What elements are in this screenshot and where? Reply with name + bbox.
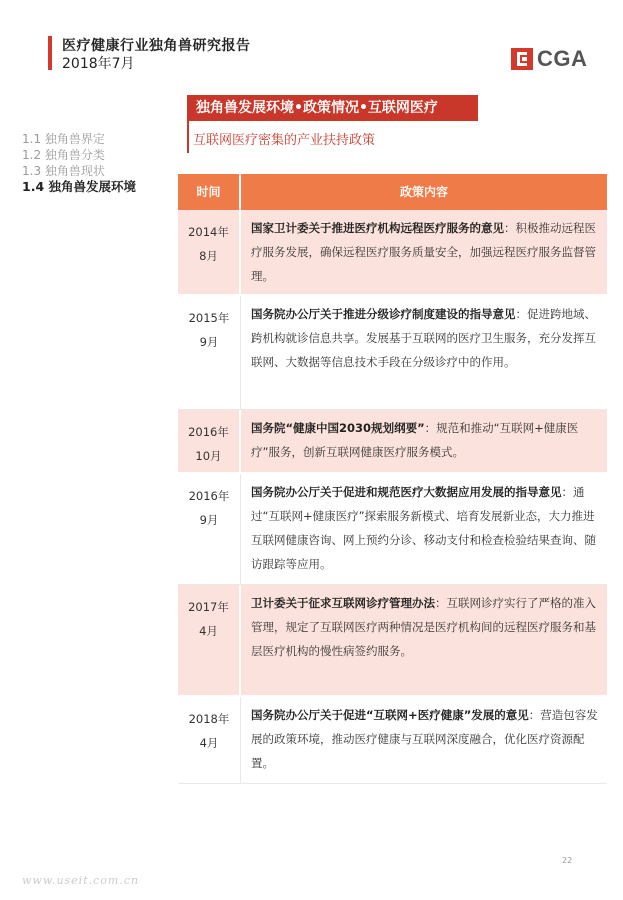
row-date xyxy=(178,697,241,783)
row-month: 9月 xyxy=(199,335,219,349)
row-date xyxy=(178,210,241,294)
row-date xyxy=(178,585,241,695)
policy-separator: ： xyxy=(504,221,516,235)
row-year: 2017年 xyxy=(188,600,229,614)
nav-item-1-4-active[interactable]: 1.4 独角兽发展环境 xyxy=(22,179,136,194)
column-header-policy: 政策内容 xyxy=(399,185,448,199)
row-policy xyxy=(241,210,607,294)
row-month: 4月 xyxy=(199,736,219,750)
row-month: 10月 xyxy=(195,449,222,463)
policy-body: 规范和推动“互联网+健康医疗”服务，创新互联网健康医疗服务模式。 xyxy=(251,421,579,459)
report-date: 2018年7月 xyxy=(62,56,135,72)
row-year: 2014年 xyxy=(188,225,229,239)
policy-title: 国家卫计委关于推进医疗机构远程医疗服务的意见 xyxy=(251,221,504,235)
nav-item-1-2[interactable]: 1.2 独角兽分类 xyxy=(22,148,105,162)
section-sub-accent-bar xyxy=(187,121,189,153)
cga-logo xyxy=(511,46,595,72)
row-policy xyxy=(241,410,607,472)
policy-separator: ： xyxy=(435,596,447,610)
page-number: 22 xyxy=(562,856,573,865)
row-date xyxy=(178,296,241,409)
row-year: 2015年 xyxy=(188,311,230,325)
row-policy xyxy=(241,296,607,409)
column-header-time: 时间 xyxy=(178,174,241,210)
table-row xyxy=(178,474,607,585)
table-row xyxy=(178,410,607,474)
policy-table xyxy=(178,174,607,784)
row-policy xyxy=(241,697,607,783)
table-header xyxy=(178,174,607,210)
row-date xyxy=(178,474,241,584)
row-month: 8月 xyxy=(199,249,218,263)
report-title: 医疗健康行业独角兽研究报告 xyxy=(62,38,251,54)
row-year: 2016年 xyxy=(188,489,230,503)
row-policy xyxy=(241,585,607,695)
row-month: 9月 xyxy=(199,513,219,527)
row-date xyxy=(178,410,241,472)
policy-title: 国务院办公厅关于促进“互联网+医疗健康”发展的意见 xyxy=(251,708,529,722)
policy-separator: ： xyxy=(515,307,527,321)
policy-title: 国务院“健康中国2030规划纲要” xyxy=(251,421,425,435)
nav-item-1-3[interactable]: 1.3 独角兽现状 xyxy=(22,164,105,178)
section-banner: 独角兽发展环境•政策情况•互联网医疗 xyxy=(187,95,478,121)
table-row xyxy=(178,296,607,410)
policy-body: 通过“互联网+健康医疗”探索服务新模式、培育发展新业态，大力推进互联网健康咨询、网上预约分诊、移动支付和检查检验结果查询、随访跟踪等应用。 xyxy=(251,485,596,571)
table-row xyxy=(178,585,607,697)
policy-title: 卫计委关于征求互联网诊疗管理办法 xyxy=(251,596,435,610)
row-year: 2016年 xyxy=(188,425,229,439)
policy-body: 积极推动远程医疗服务发展，确保远程医疗服务质量安全，加强远程医疗服务监督管理。 xyxy=(251,221,596,283)
policy-title: 国务院办公厅关于促进和规范医疗大数据应用发展的指导意见 xyxy=(251,485,562,499)
row-policy xyxy=(241,474,607,584)
section-subtitle: 互联网医疗密集的产业扶持政策 xyxy=(193,133,376,148)
row-year: 2018年 xyxy=(188,712,230,726)
nav-item-1-1[interactable]: 1.1 独角兽界定 xyxy=(22,132,105,146)
policy-separator: ： xyxy=(561,485,573,499)
header-accent-bar xyxy=(48,36,52,70)
cga-logo-text: CGA xyxy=(537,46,588,71)
policy-body: 互联网诊疗实行了严格的准入管理，规定了互联网医疗两种情况是医疗机构间的远程医疗服务和基层医疗机构的慢性病签约服务。 xyxy=(251,596,596,658)
row-month: 4月 xyxy=(199,624,218,638)
policy-separator: ： xyxy=(528,708,541,722)
policy-body: 促进跨地域、跨机构就诊信息共享。发展基于互联网的医疗卫生服务，充分发挥互联网、大数据等信息技术手段在分级诊疗中的作用。 xyxy=(251,307,596,369)
table-row xyxy=(178,697,607,784)
cga-logo-mark-icon xyxy=(511,48,533,70)
policy-title: 国务院办公厅关于推进分级诊疗制度建设的指导意见 xyxy=(251,307,516,321)
watermark: www.useit.com.cn xyxy=(22,874,140,887)
side-navigation xyxy=(22,131,182,195)
policy-body: 营造包容发展的政策环境，推动医疗健康与互联网深度融合，优化医疗资源配置。 xyxy=(251,708,598,770)
policy-separator: ： xyxy=(424,421,437,435)
table-row xyxy=(178,210,607,296)
